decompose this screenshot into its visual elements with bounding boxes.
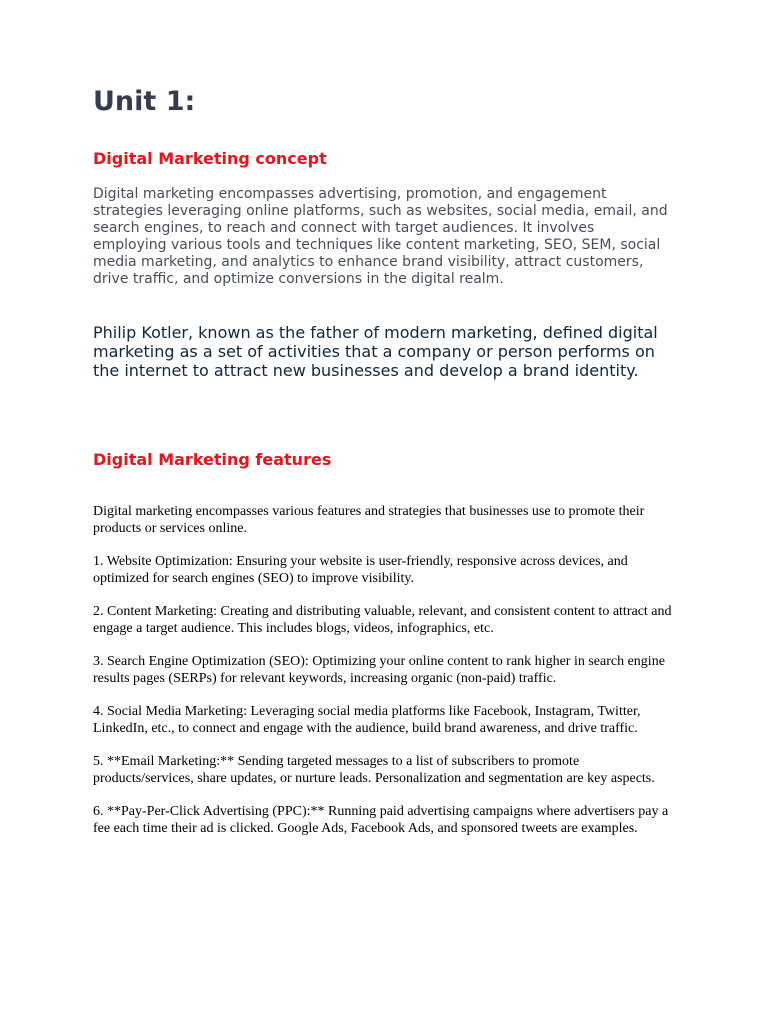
feature-item-email-marketing: 5. **Email Marketing:** Sending targeted messages to a list of subscribers to promote products/services, share updates, or nurture leads. Personalization and segmentation are key aspects. (93, 754, 655, 786)
feature-item-ppc: 6. **Pay-Per-Click Advertising (PPC):** Running paid advertising campaigns where advertisers pay a fee each time their ad is clicked. Google Ads, Facebook Ads, and sponsored tweets are examples. (93, 804, 669, 836)
concept-paragraph: Digital marketing encompasses advertising, promotion, and engagement strategies leveraging online platforms, such as websites, social media, email, and search engines, to reach and connect with target audiences. It involves employing various tools and techniques like content marketing, SEO, SEM, social media marketing, and analytics to enhance brand visibility, attract customers, drive traffic, and optimize conversions in the digital realm. (93, 186, 668, 287)
feature-item-content-marketing: 2. Content Marketing: Creating and distributing valuable, relevant, and consistent content to attract and engage a target audience. This includes blogs, videos, infographics, etc. (93, 604, 672, 636)
unit-title: Unit 1: (93, 86, 196, 117)
feature-item-seo: 3. Search Engine Optimization (SEO): Optimizing your online content to rank higher in search engine results pages (SERPs) for relevant keywords, increasing organic (non-paid) traffic. (93, 654, 665, 686)
features-heading: Digital Marketing features (93, 450, 332, 469)
kotler-definition-paragraph: Philip Kotler, known as the father of modern marketing, defined digital marketing as a set of activities that a company or person performs on the internet to attract new businesses and develop a brand identity. (93, 323, 658, 380)
features-intro: Digital marketing encompasses various features and strategies that businesses use to promote their products or services online. (93, 504, 645, 536)
feature-item-website-optimization: 1. Website Optimization: Ensuring your website is user-friendly, responsive across devices, and optimized for search engines (SEO) to improve visibility. (93, 554, 628, 586)
feature-item-social-media-marketing: 4. Social Media Marketing: Leveraging social media platforms like Facebook, Instagram, Twitter, LinkedIn, etc., to connect and engage with the audience, build brand awareness, and drive traffic. (93, 704, 641, 736)
features-body (93, 503, 678, 853)
concept-heading: Digital Marketing concept (93, 149, 327, 168)
